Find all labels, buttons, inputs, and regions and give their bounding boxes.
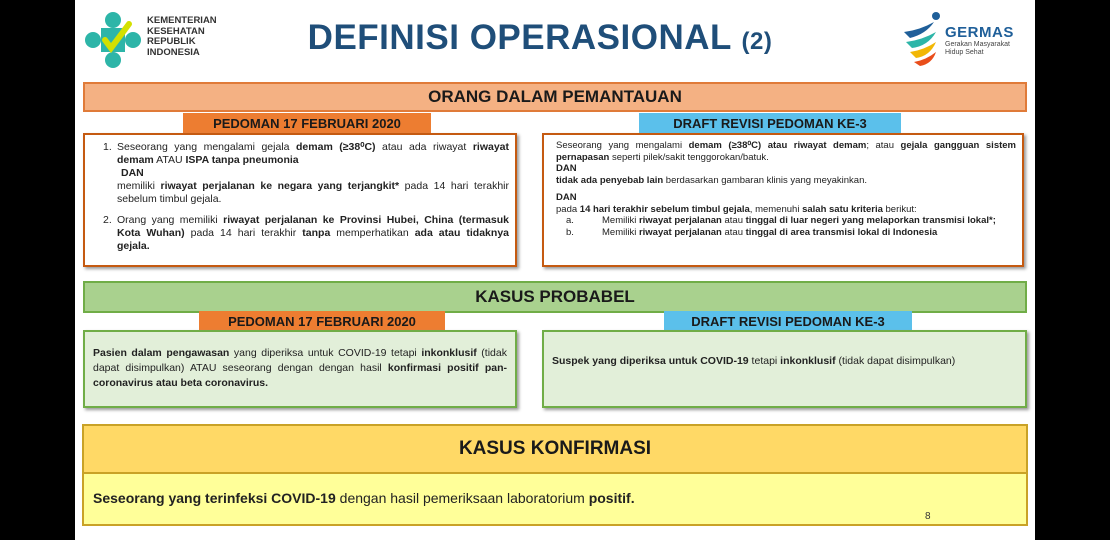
konfirmasi-box: [82, 474, 1028, 526]
text-run: riwayat perjalanan ke Provinsi Hubei, China (termasuk Kota Wuhan): [117, 214, 509, 239]
text-run: Suspek yang diperiksa untuk COVID-19: [552, 355, 749, 367]
dan-label: DAN: [556, 192, 577, 203]
probabel-tag-pedoman: PEDOMAN 17 FEBRUARI 2020: [199, 311, 445, 333]
text-run: positif.: [588, 490, 635, 506]
list-item: [556, 227, 1016, 239]
text-run: Pasien dalam pengawasan: [93, 347, 230, 359]
text-run: Orang yang memiliki: [117, 214, 224, 226]
text-run: dengan hasil pemeriksaan laboratorium: [335, 490, 589, 506]
text-run: , memenuhi: [749, 203, 803, 215]
paragraph: [556, 204, 1016, 216]
text-run: riwayat perjalanan: [638, 215, 722, 226]
germas-name: GERMAS: [945, 24, 1014, 41]
text-run: pada 14 hari terakhir sebelum timbul gejala.: [117, 180, 509, 205]
text-run: ISPA tanpa pneumonia: [185, 154, 299, 166]
list-item: [103, 214, 509, 253]
odp-heading: ORANG DALAM PEMANTAUAN: [83, 82, 1027, 112]
text-run: berikut:: [882, 203, 917, 215]
text-run: berdasarkan gambaran klinis yang meyakinkan.: [663, 174, 868, 186]
odp-tag-draft: DRAFT REVISI PEDOMAN KE-3: [639, 113, 901, 135]
ministry-name: [147, 16, 217, 58]
text-run: 14 hari terakhir sebelum timbul gejala: [579, 203, 750, 215]
text-run: inkonklusif: [780, 355, 836, 367]
text-run: ; atau: [866, 140, 901, 151]
probabel-pedoman-box: [83, 330, 517, 408]
text-run: demam (≥38⁰C): [296, 141, 376, 153]
dan-label: DAN: [121, 167, 144, 179]
text-run: Seseorang yang mengalami: [556, 140, 689, 151]
text-run: Memiliki: [602, 215, 639, 226]
item-number: 2.: [103, 214, 112, 226]
page-title: [225, 18, 855, 58]
odp-tag-pedoman: PEDOMAN 17 FEBRUARI 2020: [183, 113, 431, 135]
item-text: [117, 141, 509, 206]
list-item: [556, 215, 1016, 227]
text-run: riwayat perjalanan: [638, 226, 722, 238]
germas-subtitle: Gerakan Masyarakat: [945, 41, 1010, 48]
text-run: ATAU: [153, 154, 186, 166]
probabel-tag-draft: DRAFT REVISI PEDOMAN KE-3: [664, 311, 912, 333]
text-run: tinggal di luar negeri yang melaporkan transmisi lokal*;: [745, 215, 996, 226]
paragraph: [556, 140, 1016, 163]
text-run: Seseorang yang terinfeksi COVID-19: [93, 490, 336, 506]
text-run: Memiliki: [602, 226, 639, 238]
text-run: riwayat demam: [117, 141, 509, 166]
ministry-line: KEMENTERIAN: [147, 15, 217, 26]
odp-draft-box: [542, 133, 1024, 267]
odp-pedoman-box: [83, 133, 517, 267]
paragraph: [556, 175, 1016, 187]
item-text: [602, 215, 1016, 227]
text-run: tanpa: [302, 227, 331, 239]
title-text: DEFINISI OPERASIONAL: [307, 18, 732, 57]
title-number: (2): [741, 28, 773, 55]
kemenkes-logo-icon: [83, 10, 143, 70]
germas-text: [945, 24, 1014, 57]
text-run: inkonklusif: [421, 347, 477, 359]
paragraph: [552, 354, 1017, 369]
text-run: memperhatikan: [330, 227, 415, 239]
item-letter: b.: [566, 226, 574, 238]
text-run: pada: [556, 203, 580, 215]
germas-logo-icon: [900, 10, 948, 68]
text-run: tidak ada penyebab lain: [556, 174, 664, 186]
text-run: seperti pilek/sakit tenggorokan/batuk.: [609, 151, 769, 163]
text-run: atau: [721, 215, 746, 226]
text-run: demam (≥38⁰C) atau riwayat demam: [688, 140, 867, 151]
ministry-line: REPUBLIK: [147, 36, 196, 47]
item-text: [602, 227, 1016, 239]
paragraph: [93, 346, 507, 391]
ministry-line: KESEHATAN: [147, 25, 205, 37]
item-letter: a.: [566, 215, 574, 226]
text-run: tinggal di area transmisi lokal di Indonesia: [745, 226, 938, 238]
dan-label: DAN: [556, 163, 577, 174]
text-run: yang diperiksa untuk COVID-19 tetapi: [229, 347, 422, 359]
text-run: konfirmasi positif pan-coronavirus atau beta coronavirus.: [93, 362, 508, 389]
item-number: 1.: [103, 141, 112, 153]
page-number: 8: [925, 511, 931, 522]
list-item: [103, 141, 509, 206]
text-run: memiliki: [117, 180, 161, 192]
text-run: atau ada riwayat: [375, 141, 473, 153]
text-run: (tidak dapat disimpulkan): [835, 355, 956, 367]
text-run: Seseorang yang mengalami gejala: [117, 141, 297, 153]
text-run: gejala gangguan sistem pernapasan: [556, 140, 1016, 163]
slide: [75, 0, 1035, 540]
item-text: [117, 214, 509, 253]
probabel-heading: KASUS PROBABEL: [83, 281, 1027, 313]
probabel-draft-box: [542, 330, 1027, 408]
text-run: atau: [721, 226, 746, 238]
text-run: riwayat perjalanan ke negara yang terjangkit*: [160, 180, 400, 192]
text-run: pada 14 hari terakhir: [184, 227, 303, 239]
text-run: salah satu kriteria: [802, 203, 883, 215]
text-run: (tidak dapat disimpulkan) ATAU seseorang dengan dengan hasil: [93, 347, 507, 374]
text-run: tetapi: [748, 355, 781, 367]
germas-subtitle: Hidup Sehat: [945, 49, 984, 56]
konfirmasi-heading: KASUS KONFIRMASI: [82, 424, 1028, 474]
ministry-line: INDONESIA: [147, 46, 200, 58]
text-run: ada atau tidaknya gejala.: [117, 227, 509, 252]
